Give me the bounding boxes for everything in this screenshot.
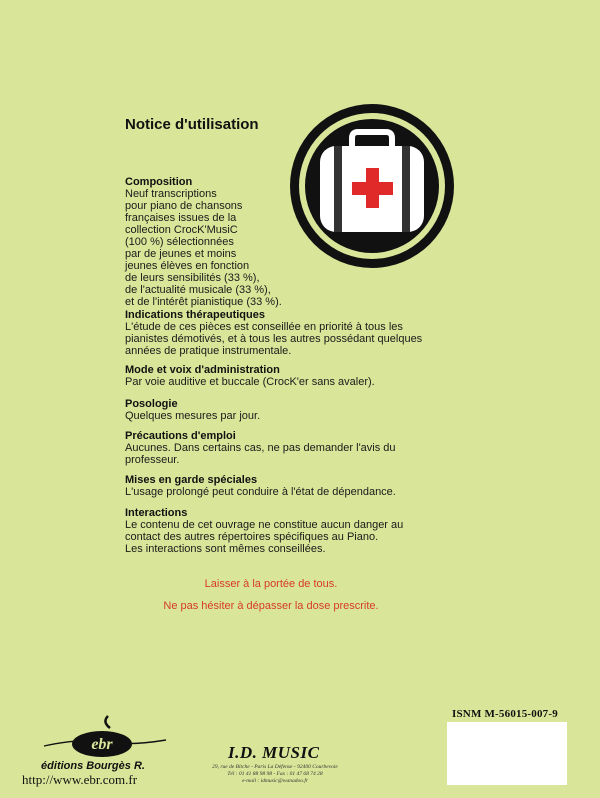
section-interactions [125,507,465,555]
section-body: Le contenu de cet ouvrage ne constitue aucun danger au contact des autres répertoires spécifiques au Piano. Les interactions sont mêmes conseillées. [125,519,404,555]
section-heading: Posologie [125,398,178,410]
section-administration [125,364,465,388]
section-heading: Précautions d'emploi [125,430,236,442]
isnm-code: ISNM M-56015-007-9 [452,708,558,720]
section-composition [125,176,465,308]
section-body: L'usage prolongé peut conduire à l'état de dépendance. [125,486,396,498]
barcode-area [447,722,567,785]
section-body: Neuf transcriptions pour piano de chansons françaises issues de la collection CrocK'MusiC (100 %) sélectionnées par de jeunes et moins jeunes élèves en fonction de leurs sensibilités (33 %), de l'actualité musicale (33 %), et de l'intérêt pianistique (33 %). [125,188,282,308]
section-body: Par voie auditive et buccale (CrocK'er sans avaler). [125,376,375,388]
section-heading: Indications thérapeutiques [125,309,265,321]
section-body: Quelques mesures par jour. [125,410,261,422]
idmusic-name: I.D. MUSIC [228,743,320,762]
notice-line: Laisser à la portée de tous. [204,578,338,590]
idmusic-email: e-mail : idmusic@wanadoo.fr [241,778,308,784]
logo-text: ebr [91,736,113,753]
section-heading: Interactions [125,507,188,519]
section-body: L'étude de ces pièces est conseillée en priorité à tous les pianistes démotivés, et à tous les autres possédant quelques années de pratique instrumentale. [125,321,423,357]
section-body: Aucunes. Dans certains cas, ne pas demander l'avis du professeur. [125,442,396,466]
publisher-name: éditions Bourgès R. [41,760,145,772]
idmusic-phone: Tél : 01 41 88 98 98 - Fax : 01 47 68 74 28 [227,771,323,777]
notice-line: Ne pas hésiter à dépasser la dose prescrite. [163,600,379,612]
section-mises-en-garde [125,474,465,498]
section-heading: Composition [125,176,193,188]
page-title: Notice d'utilisation [125,116,259,133]
section-heading: Mises en garde spéciales [125,474,258,486]
section-heading: Mode et voix d'administration [125,364,280,376]
section-indications [125,309,465,357]
publisher-url[interactable]: http://www.ebr.com.fr [22,772,138,787]
idmusic-address: 29, rue de Bitche - Paris La Défense - 92400 Courbevoie [212,764,338,770]
section-precautions [125,430,465,466]
section-posologie [125,398,465,422]
ebr-logo [40,712,170,762]
